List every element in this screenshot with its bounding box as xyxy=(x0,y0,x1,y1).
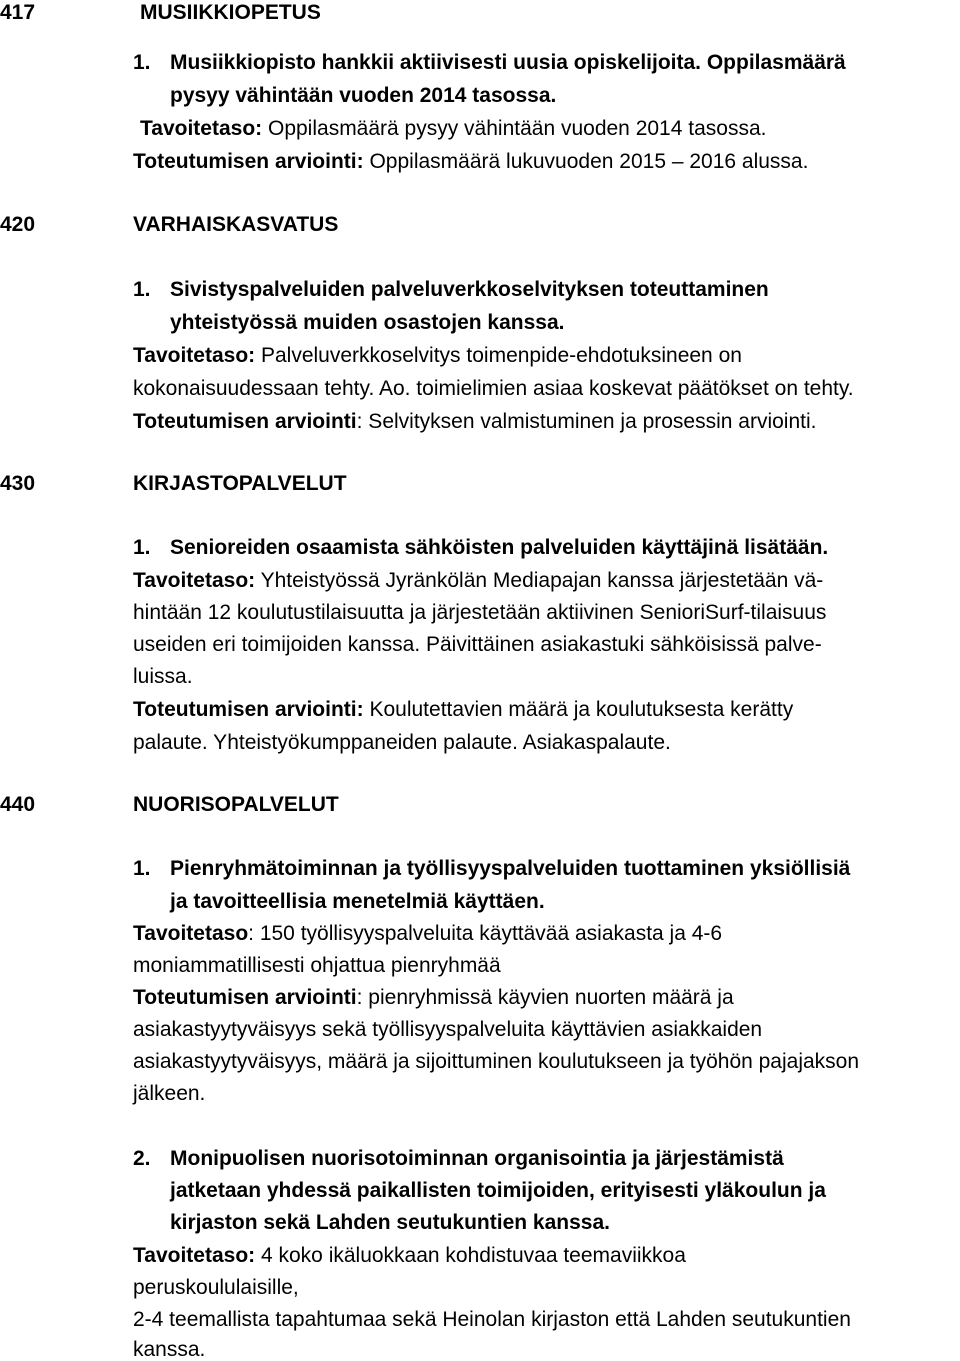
section-title: NUORISOPALVELUT xyxy=(133,793,339,816)
evaluation-text: : Selvityksen valmistuminen ja prosessin arviointi. xyxy=(356,410,817,433)
target-row xyxy=(133,345,742,366)
goal-text-line: ja tavoitteellisia menetelmiä käyttäen. xyxy=(170,890,545,913)
target-text-line: 2-4 teemallista tapahtumaa sekä Heinolan kirjaston että Lahden seutukuntien xyxy=(133,1308,851,1331)
goal-number: 1. xyxy=(133,51,151,74)
evaluation-row xyxy=(133,411,817,432)
target-text-line: luissa. xyxy=(133,665,193,688)
evaluation-text: : pienryhmissä käyvien nuorten määrä ja xyxy=(356,986,734,1009)
target-text-line: useiden eri toimijoiden kanssa. Päivittäinen asiakastuki sähköisissä palve- xyxy=(133,633,822,656)
target-text: Oppilasmäärä pysyy vähintään vuoden 2014 tasossa. xyxy=(267,117,767,140)
section-number: 430 xyxy=(0,472,36,495)
section-title: MUSIIKKIOPETUS xyxy=(140,1,321,24)
evaluation-label: Toteutumisen arviointi xyxy=(133,986,357,1009)
goal-text-line: Senioreiden osaamista sähköisten palveluiden käyttäjinä lisätään. xyxy=(170,536,829,559)
evaluation-text: Koulutettavien määrä ja koulutuksesta kerätty xyxy=(369,698,794,721)
goal-text-line: Pienryhmätoiminnan ja työllisyyspalveluiden tuottaminen yksiöllisiä xyxy=(170,857,851,880)
section-number: 440 xyxy=(0,793,36,816)
section-title: VARHAISKASVATUS xyxy=(133,213,339,236)
evaluation-text-line: palaute. Yhteistyökumppaneiden palaute. Asiakaspalaute. xyxy=(133,731,671,754)
target-row xyxy=(133,570,823,591)
evaluation-text-line: asiakastyytyväisyys sekä työllisyyspalveluita käyttävien asiakkaiden xyxy=(133,1018,763,1041)
target-label: Tavoitetaso: xyxy=(133,344,256,367)
evaluation-label: Toteutumisen arviointi: xyxy=(133,150,364,173)
target-text-line: peruskoululaisille, xyxy=(133,1276,299,1299)
target-label: Tavoitetaso xyxy=(133,922,249,945)
goal-text-line: yhteistyössä muiden osastojen kanssa. xyxy=(170,311,565,334)
goal-text-line: Musiikkiopisto hankkii aktiivisesti uusia opiskelijoita. Oppilasmäärä xyxy=(170,51,846,74)
goal-text-line: kirjaston sekä Lahden seutukuntien kanssa. xyxy=(170,1211,610,1234)
target-text: : 150 työllisyyspalveluita käyttävää asiakasta ja 4-6 xyxy=(248,922,723,945)
target-text: Palveluverkkoselvitys toimenpide-ehdotuksineen on xyxy=(260,344,742,367)
target-text-line: moniammatillisesti ohjattua pienryhmää xyxy=(133,954,501,977)
target-row xyxy=(140,118,766,139)
goal-text-line: Monipuolisen nuorisotoiminnan organisointia ja järjestämistä xyxy=(170,1147,784,1170)
evaluation-label: Toteutumisen arviointi: xyxy=(133,698,364,721)
target-text-line: hintään 12 koulutustilaisuutta ja järjestetään aktiivinen SenioriSurf-tilaisuus xyxy=(133,601,827,624)
evaluation-label: Toteutumisen arviointi xyxy=(133,410,357,433)
goal-text-line: jatketaan yhdessä paikallisten toimijoiden, erityisesti yläkoulun ja xyxy=(170,1179,826,1202)
section-number: 417 xyxy=(0,1,36,24)
target-text: Yhteistyössä Jyränkölän Mediapajan kanssa järjestetään vä- xyxy=(260,569,824,592)
goal-text-line: Sivistyspalveluiden palveluverkkoselvityksen toteuttaminen xyxy=(170,278,769,301)
goal-number: 2. xyxy=(133,1147,151,1170)
target-text-line: kanssa. xyxy=(133,1338,206,1361)
goal-number: 1. xyxy=(133,536,151,559)
goal-number: 1. xyxy=(133,857,151,880)
evaluation-text-line: jälkeen. xyxy=(133,1082,206,1105)
evaluation-text-line: asiakastyytyväisyys, määrä ja sijoittuminen koulutukseen ja työhön pajajakson xyxy=(133,1050,860,1073)
evaluation-row xyxy=(133,987,734,1008)
target-text: 4 koko ikäluokkaan kohdistuvaa teemaviikkoa xyxy=(260,1244,686,1267)
target-label: Tavoitetaso: xyxy=(140,117,263,140)
target-row xyxy=(133,923,722,944)
target-text-line: kokonaisuudessaan tehty. Ao. toimielimien asiaa koskevat päätökset on tehty. xyxy=(133,377,854,400)
evaluation-row xyxy=(133,699,793,720)
target-row xyxy=(133,1245,686,1266)
target-label: Tavoitetaso: xyxy=(133,1244,256,1267)
target-label: Tavoitetaso: xyxy=(133,569,256,592)
section-title: KIRJASTOPALVELUT xyxy=(133,472,347,495)
goal-number: 1. xyxy=(133,278,151,301)
evaluation-text: Oppilasmäärä lukuvuoden 2015 – 2016 alussa. xyxy=(369,150,809,173)
evaluation-row xyxy=(133,151,808,172)
section-number: 420 xyxy=(0,213,36,236)
goal-text-line: pysyy vähintään vuoden 2014 tasossa. xyxy=(170,84,557,107)
